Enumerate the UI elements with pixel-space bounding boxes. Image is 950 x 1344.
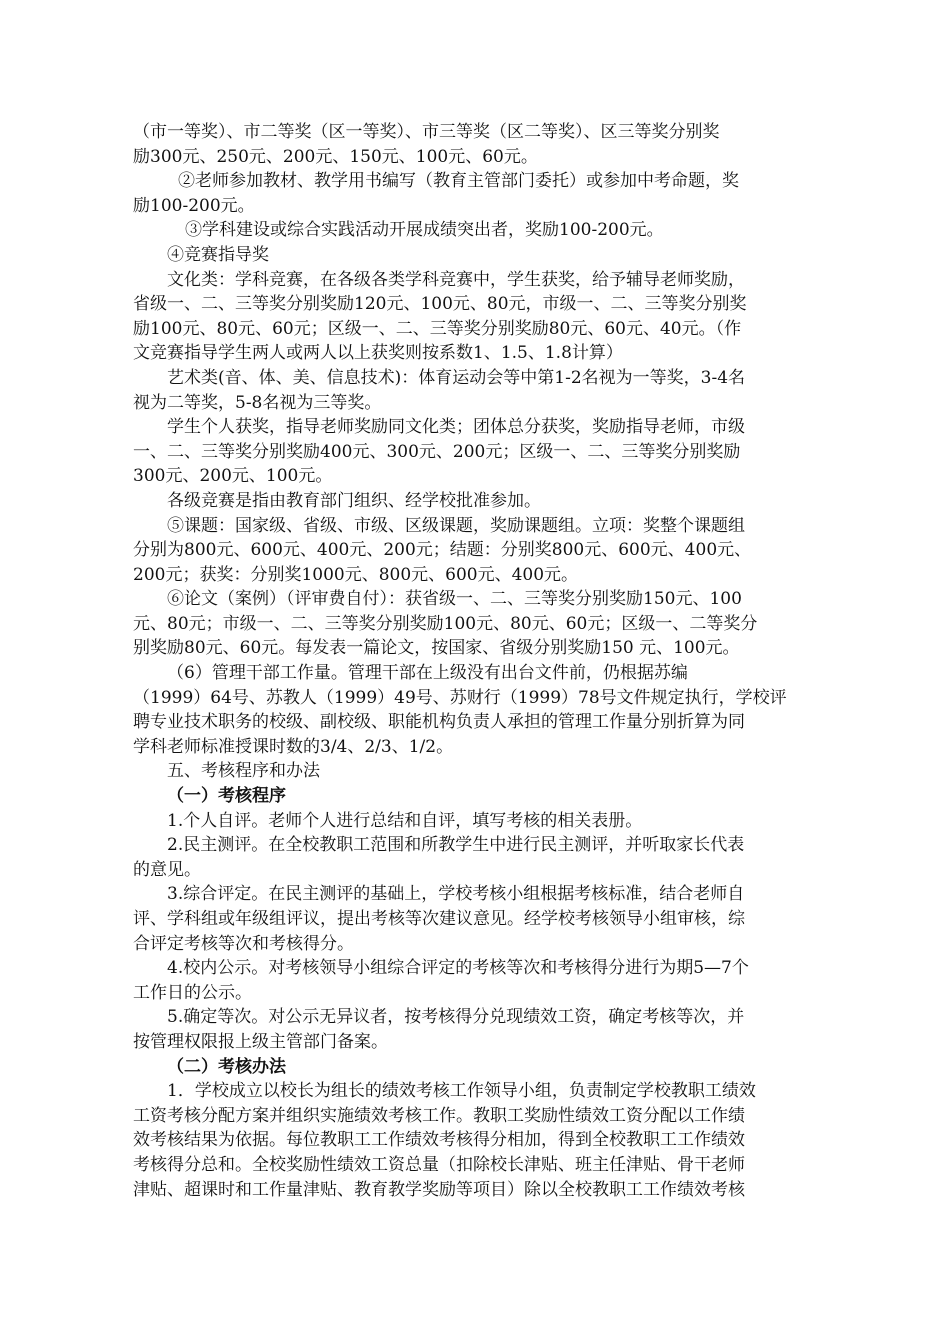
paragraph-line: 省级一、二、三等奖分别奖励120元、100元、80元，市级一、二、三等奖分别奖 — [133, 294, 747, 315]
paragraph-line: 各级竞赛是指由教育部门组织、经学校批准参加。 — [167, 490, 541, 511]
section-heading: （一）考核程序 — [167, 786, 286, 807]
paragraph-line: 元、80元；市级一、二、三等奖分别奖励100元、80元、60元；区级一、二等奖分 — [133, 613, 758, 634]
paragraph-line: 艺术类(音、体、美、信息技术)：体育运动会等中第1-2名视为一等奖，3-4名 — [167, 367, 746, 388]
paragraph-line: 效考核结果为依据。每位教职工工作绩效考核得分相加，得到全校教职工工作绩效 — [133, 1130, 745, 1151]
paragraph-line: ⑥论文（案例）（评审费自付）：获省级一、二、三等奖分别奖励150元、100 — [167, 589, 742, 610]
paragraph-line: 评、学科组或年级组评议，提出考核等次建议意见。经学校考核领导小组审核，综 — [133, 909, 745, 929]
paragraph-line: ⑤课题：国家级、省级、市级、区级课题，奖励课题组。立项：奖整个课题组 — [167, 515, 745, 536]
paragraph-line: 考核得分总和。全校奖励性绩效工资总量（扣除校长津贴、班主任津贴、骨干老师 — [133, 1154, 745, 1175]
paragraph-line: 3.综合评定。在民主测评的基础上，学校考核小组根据考核标准，结合老师自 — [167, 884, 745, 905]
paragraph-line: 300元、200元、100元。 — [133, 466, 333, 487]
paragraph-line: ③学科建设或综合实践活动开展成绩突出者，奖励100-200元。 — [185, 220, 664, 241]
paragraph-line: 4.校内公示。对考核领导小组综合评定的考核等次和考核得分进行为期5—7个 — [167, 958, 749, 979]
paragraph-line: 1.个人自评。老师个人进行总结和自评，填写考核的相关表册。 — [167, 810, 643, 831]
paragraph-line: 励300元、250元、200元、150元、100元、60元。 — [133, 146, 538, 167]
paragraph-line: 文竞赛指导学生两人或两人以上获奖则按系数1、1.5、1.8计算） — [133, 343, 623, 364]
paragraph-line: 励100元、80元、60元；区级一、二、三等奖分别奖励80元、60元、40元。（作 — [133, 318, 742, 339]
paragraph-line: 津贴、超课时和工作量津贴、教育教学奖励等项目）除以全校教职工工作绩效考核 — [133, 1179, 745, 1200]
paragraph-line: 视为二等奖，5-8名视为三等奖。 — [133, 392, 382, 413]
paragraph-line: 工资考核分配方案并组织实施绩效考核工作。教职工奖励性绩效工资分配以工作绩 — [133, 1105, 745, 1126]
section-heading: （二）考核办法 — [167, 1056, 286, 1077]
paragraph-line: 按管理权限报上级主管部门备案。 — [133, 1031, 388, 1052]
paragraph-line: ④竞赛指导奖 — [167, 244, 269, 265]
document-page — [0, 120, 950, 1202]
paragraph-line: 2.民主测评。在全校教职工范围和所教学生中进行民主测评，并听取家长代表 — [167, 835, 745, 856]
paragraph-line: （市一等奖）、市二等奖（区一等奖）、市三等奖（区二等奖）、区三等奖分别奖 — [133, 122, 720, 142]
paragraph-line: 的意见。 — [133, 859, 201, 880]
paragraph-line: 合评定考核等次和考核得分。 — [133, 933, 354, 954]
paragraph-line: 五、考核程序和办法 — [167, 761, 320, 782]
paragraph-line: 一、二、三等奖分别奖励400元、300元、200元；区级一、二、三等奖分别奖励 — [133, 441, 741, 462]
paragraph-line: 学生个人获奖，指导老师奖励同文化类；团体总分获奖，奖励指导老师，市级 — [167, 417, 745, 438]
paragraph-line: 1．学校成立以校长为组长的绩效考核工作领导小组，负责制定学校教职工绩效 — [167, 1081, 756, 1102]
paragraph-line: 5.确定等次。对公示无异议者，按考核得分兑现绩效工资，确定考核等次，并 — [167, 1007, 745, 1028]
paragraph-line: ②老师参加教材、教学用书编写（教育主管部门委托）或参加中考命题，奖 — [178, 171, 739, 192]
paragraph-line: 工作日的公示。 — [133, 982, 252, 1003]
paragraph-line: 文化类：学科竞赛，在各级各类学科竞赛中，学生获奖，给予辅导老师奖励， — [167, 269, 745, 290]
paragraph-line: 200元；获奖：分别奖1000元、800元、600元、400元。 — [133, 564, 579, 585]
paragraph-line: 分别为800元、600元、400元、200元；结题：分别奖800元、600元、400元、 — [133, 540, 752, 561]
paragraph-line: 学科老师标准授课时数的3/4、2/3、1/2。 — [133, 736, 454, 757]
paragraph-line: （1999）64号、苏教人（1999）49号、苏财行（1999）78号文件规定执行，学校评 — [133, 687, 787, 708]
paragraph-line: 聘专业技术职务的校级、副校级、职能机构负责人承担的管理工作量分别折算为同 — [133, 712, 745, 733]
paragraph-line: 别奖励80元、60元。每发表一篇论文，按国家、省级分别奖励150 元、100元。 — [133, 638, 740, 659]
paragraph-line: 励100-200元。 — [133, 195, 255, 216]
paragraph-line: （6）管理干部工作量。管理干部在上级没有出台文件前，仍根据苏编 — [167, 663, 688, 684]
